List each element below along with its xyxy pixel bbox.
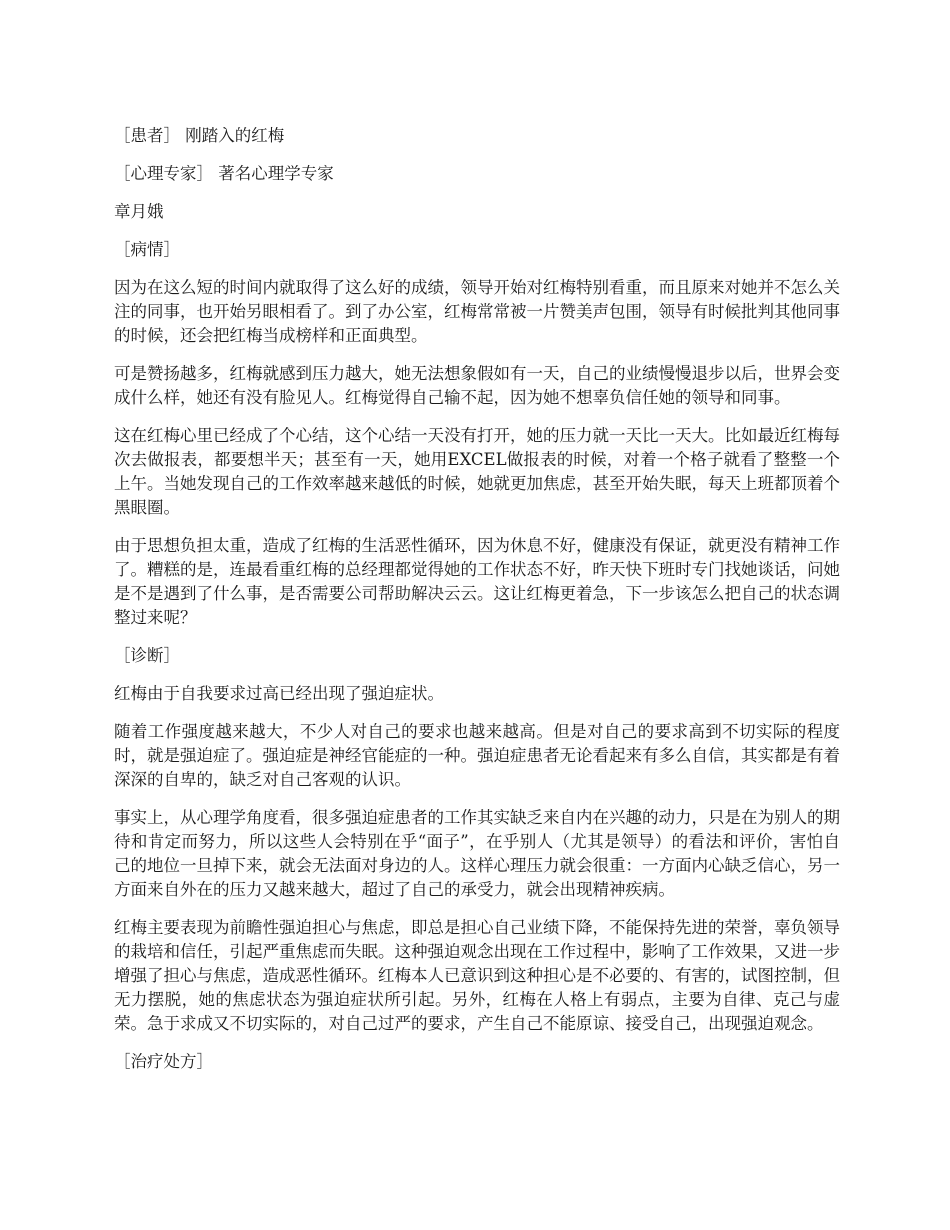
diagnosis-paragraph: 红梅由于自我要求过高已经出现了强迫症状。 [114,684,444,703]
expert-line: ［心理专家］ 著名心理学专家 [114,164,334,183]
diagnosis-heading: ［诊断］ [114,646,180,665]
expert-name: 章月娥 [114,202,164,221]
patient-line: ［患者］ 刚踏入的红梅 [114,126,285,145]
treatment-heading: ［治疗处方］ [114,1052,213,1071]
diagnosis-paragraph: 随着工作强度越来越大，不少人对自己的要求也越来越高。但是对自己的要求高到不切实际的程度时，就是强迫症了。强迫症是神经官能症的一种。强迫症患者无论看起来有多么自信，其实都是有着深深的自卑的，缺乏对自己客观的认识。 [114,722,840,789]
diagnosis-paragraph: 红梅主要表现为前瞻性强迫担心与焦虑，即总是担心自己业绩下降，不能保持先进的荣誉，辜负领导的栽培和信任，引起严重焦虑而失眠。这种强迫观念出现在工作过程中，影响了工作效果，又进一步增强了担心与焦虑，造成恶性循环。红梅本人已意识到这种担心是不必要的、有害的，试图控制，但无力摆脱，她的焦虑状态为强迫症状所引起。另外，红梅在人格上有弱点，主要为自律、克己与虚荣。急于求成又不切实际的，对自己过严的要求，产生自己不能原谅、接受自己，出现强迫观念。 [114,918,840,1033]
condition-paragraph: 可是赞扬越多，红梅就感到压力越大，她无法想象假如有一天，自己的业绩慢慢退步以后，世界会变成什么样，她还有没有脸见人。红梅觉得自己输不起，因为她不想辜负信任她的领导和同事。 [114,364,840,407]
condition-paragraph: 由于思想负担太重，造成了红梅的生活恶性循环，因为休息不好，健康没有保证，就更没有精神工作了。糟糕的是，连最看重红梅的总经理都觉得她的工作状态不好，昨天快下班时专门找她谈话，问她是不是遇到了什么事，是否需要公司帮助解决云云。这让红梅更着急，下一步该怎么把自己的状态调整过来呢？ [114,536,840,627]
condition-paragraph: 因为在这么短的时间内就取得了这么好的成绩，领导开始对红梅特别看重，而且原来对她并不怎么关注的同事，也开始另眼相看了。到了办公室，红梅常常被一片赞美声包围，领导有时候批判其他同事的时候，还会把红梅当成榜样和正面典型。 [114,278,840,345]
condition-paragraph: 这在红梅心里已经成了个心结，这个心结一天没有打开，她的压力就一天比一天大。比如最近红梅每次去做报表，都要想半天；甚至有一天，她用EXCEL做报表的时候，对着一个格子就看了整整一个上午。当她发现自己的工作效率越来越低的时候，她就更加焦虑，甚至开始失眠，每天上班都顶着个黑眼圈。 [114,426,840,517]
document-page [114,124,840,1088]
condition-heading: ［病情］ [114,240,180,259]
diagnosis-paragraph: 事实上，从心理学角度看，很多强迫症患者的工作其实缺乏来自内在兴趣的动力，只是在为别人的期待和肯定而努力，所以这些人会特别在乎“面子”，在乎别人（尤其是领导）的看法和评价，害怕自己的地位一旦掉下来，就会无法面对身边的人。这样心理压力就会很重：一方面内心缺乏信心，另一方面来自外在的压力又越来越大，超过了自己的承受力，就会出现精神疾病。 [114,808,840,899]
